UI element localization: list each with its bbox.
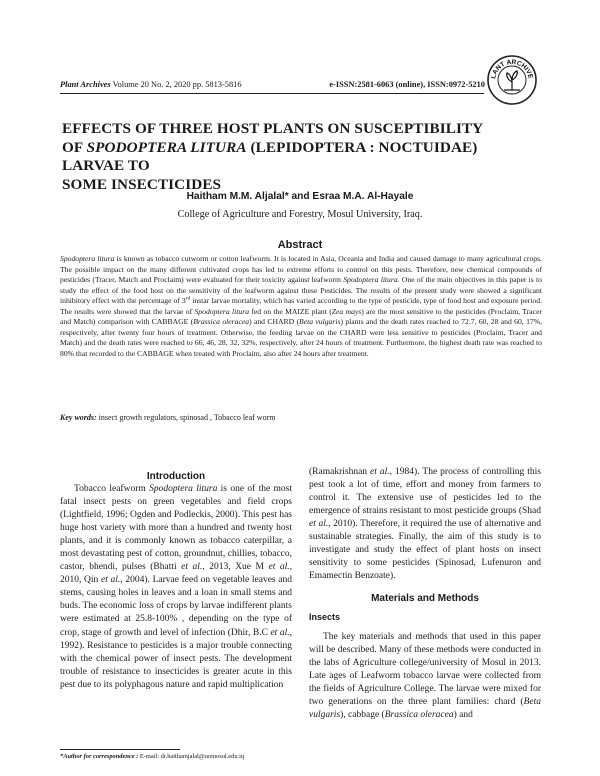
introduction-heading: Introduction — [146, 471, 206, 482]
logo-text: LANT ARCHIVE — [490, 58, 534, 80]
text: ), cabbage ( — [340, 709, 385, 720]
affiliation: College of Agriculture and Forestry, Mosul University, Iraq. — [177, 209, 423, 220]
et-al: et al., — [181, 562, 205, 573]
title-line-3: SOME INSECTICIDES — [62, 175, 222, 193]
issn: e-ISSN:2581-6063 (online), ISSN:0972-5210 — [329, 80, 485, 89]
species-name: Spodoptera litura — [343, 275, 398, 285]
text: 1992). Resistance to pesticides is a major trouble connecting with the chemical power of insect pests. The development trouble of resistance to insecticides is greater acute in this pest due to its polyphagous nature and rapid multiplication — [60, 640, 292, 690]
footnote-rule — [60, 749, 180, 750]
intro-continued — [309, 466, 541, 583]
insects-paragraph — [309, 631, 541, 722]
left-column — [60, 483, 292, 692]
species-name: Beta vulgaris — [309, 696, 541, 720]
abstract-sentence: ) are the most sensitive to the pesticides (Proclaim, Tracer and Match) comparison with CABBAGE ( — [60, 306, 543, 327]
title-of: OF — [62, 138, 87, 156]
et-al: et al., — [100, 575, 123, 586]
volume-pages: Volume 20 No. 2, 2020 pp. 5813-5816 — [110, 80, 242, 89]
footnote-label: *Author for correspondence : — [60, 753, 139, 760]
insects-heading: Insects — [309, 612, 341, 623]
et-al: et al., — [370, 467, 393, 477]
superscript: rd — [185, 295, 191, 302]
species-name: Brassica oleracea — [193, 317, 250, 327]
species-name: Spodoptera litura — [60, 254, 115, 263]
text: Tobacco leafworm — [74, 484, 150, 494]
paper-title — [62, 120, 542, 194]
abstract-sentence: ) plants and the death rates reached to 72.7, 60, 28 and 60, 17%, respectively, after twenty four hours of treatment. Otherwise, the feeding larvae on the CHARD were less sensitive to pesticides (Proclaim, Tracer and Match) and the death rates were reached to 66, 46, 28, 32, 32%, respectively, after 24 hours of treatment. Furthermore, the highest death rate was reached to 80% that recorded to the CABBAGE when treated with Proclaim, also after 24 hours after treatment. — [60, 317, 542, 358]
et-al: et al., — [270, 627, 292, 638]
header-rule — [60, 93, 484, 94]
journal-name: Plant Archives — [60, 80, 111, 89]
abstract-heading: Abstract — [277, 239, 323, 251]
abstract-sentence: instar larvae mortality, which has varied according to the type of pesticide, type of food host and exposure period. The results were showed that the larvae of — [60, 296, 542, 316]
species-name: Zea mays — [331, 306, 362, 316]
keywords-label: Key words: — [60, 413, 97, 422]
title-taxonomy: (LEPIDOPTERA : NOCTUIDAE) LARVAE TO — [62, 138, 478, 174]
text: The key materials and methods that used in this paper will be described. Many of these methods were conducted in the labs of Agriculture college/university of Mosul in 2013. Late ages of Leafworm tobacco larvae were collected from the fields of Agriculture College. The larvae were mixed for two generations on the three plant families: chard ( — [309, 631, 541, 707]
materials-methods-heading: Materials and Methods — [371, 593, 479, 605]
title-line-1: EFFECTS OF THREE HOST PLANTS ON SUSCEPTIBILITY — [62, 120, 484, 137]
text: 2004). Larvae feed on vegetable leaves and stems, causing holes in leaves and a loan in small stems and buds. The economic loss of crops by larvae indifferent plants were estimated at 25.8-100% , depending on the type of crop, stage of growth and level of infection (Dhir, B.C — [60, 575, 293, 638]
abstract-text — [60, 254, 542, 359]
title-line-2 — [62, 139, 542, 176]
text: is one of the most fatal insect pests on green vegetables and field crops (Lightfield, 1996; Ogden and Podleckis, 2000). This pest has huge host variety with more than a hundred and twenty host plants, and it is commonly known as tobacco caterpillar, a most devastating pest of cotton, groundnut, chillies, tobacco, castor, bhendi, pulses (Bhatti — [60, 484, 292, 573]
text: 1984). The process of controlling this pest took a lot of time, effort and money from farmers to control it. The extensive use of pesticides led to the emergence of strains resistant to most pesticide groups (Shad — [309, 467, 541, 517]
footnote-email: E-mail: dr.haithamjalal@uomosul.edu.iq — [138, 753, 245, 760]
abstract-sentence: ) and CHARD ( — [249, 317, 300, 327]
species-name: Spodoptera litura — [149, 484, 218, 494]
abstract-sentence: is known as tobacco cutworm or cotton leafworm. It is located in Asia, Oceania and India and caused damage to many agricultural crops. The possible impact on the many different cultivated crops has led to extreme efforts to control on this pests. Therefore, new chemical compounds of pesticides (Tracer, Match and Proclaim) were evaluated for their toxicity against leafworm — [60, 254, 543, 285]
species-name: Brassica oleracea — [384, 709, 454, 720]
intro-paragraph — [60, 483, 292, 692]
text: 2010). Therefore, it required the use of alternative and sustainable strategies. Finally, the aim of this study is to investigate and study the effect of plant hosts on insect sensitivity to some pesticides (Spinosad, Lufenuron and Emamectin Benzoate). — [309, 519, 541, 582]
keywords-text: insect growth regulators, spinosad , Tobacco leaf worm — [96, 413, 276, 422]
correspondence-footnote — [60, 753, 300, 760]
right-column — [309, 466, 541, 722]
abstract-sentence: . One of the main objectives in this paper is to study the effect of the food host on the sensitivity of the leafworm against these Pesticides. The results of the present study were showed a significant inhibitory effect with the percentage of 3 — [60, 275, 542, 306]
species-name: Spodoptera litura — [194, 306, 250, 316]
text: 2013, Xue M — [204, 562, 269, 573]
text: (Ramakrishnan — [309, 467, 371, 477]
text: ) and — [453, 709, 473, 720]
species-name: Beta vulgaris — [299, 317, 341, 327]
title-species: SPODOPTERA LITURA — [86, 138, 247, 156]
et-al: et al., — [309, 519, 331, 530]
journal-citation — [60, 80, 242, 89]
abstract-sentence: fed on the MAIZE plant ( — [249, 306, 332, 316]
plant-archives-logo — [486, 54, 538, 106]
authors: Haitham M.M. Aljalal* and Esraa M.A. Al-Hayale — [186, 191, 414, 202]
text: 2010, Qin — [60, 575, 101, 586]
keywords — [60, 413, 542, 422]
et-al: et al., — [268, 562, 293, 573]
running-header — [60, 80, 485, 89]
